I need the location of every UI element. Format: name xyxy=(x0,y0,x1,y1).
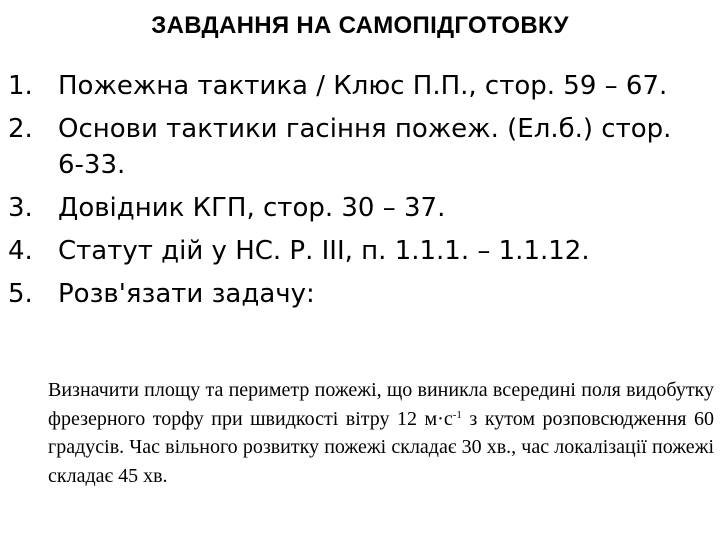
list-item-number: 4. xyxy=(8,236,33,266)
list-item-number: 5. xyxy=(8,279,33,309)
list-item-text: Основи тактики гасіння пожеж. (Ел.б.) стор. 6-33. xyxy=(58,114,672,180)
list-item-number: 3. xyxy=(8,193,33,223)
task-text-part2: з кутом розповсюдження 60 градусів. Час вільного розвитку пожежі складає 30 хв., час локалізації пожежі складає 45 хв. xyxy=(48,407,715,487)
list-item xyxy=(0,111,720,183)
task-description xyxy=(48,376,714,490)
list-item xyxy=(0,233,720,269)
task-superscript: -1 xyxy=(452,408,462,421)
reading-list xyxy=(0,68,720,319)
page-title: ЗАВДАННЯ НА САМОПІДГОТОВКУ xyxy=(151,12,569,39)
list-item-number: 1. xyxy=(8,71,33,101)
list-item-number: 2. xyxy=(8,114,33,144)
list-item xyxy=(0,276,720,312)
task-text-part1: Визначити площу та периметр пожежі, що виникла всередині поля видобутку фрезерного торфу при швидкості вітру 12 м·с xyxy=(48,379,714,430)
list-item-text: Довідник КГП, стор. 30 – 37. xyxy=(58,193,446,223)
list-item xyxy=(0,190,720,226)
list-item-text: Статут дій у НС. Р. ІІІ, п. 1.1.1. – 1.1.12. xyxy=(58,236,590,266)
list-item xyxy=(0,68,720,104)
list-item-text: Розв'язати задачу: xyxy=(58,279,315,309)
list-item-text: Пожежна тактика / Клюс П.П., стор. 59 – 67. xyxy=(58,71,668,101)
